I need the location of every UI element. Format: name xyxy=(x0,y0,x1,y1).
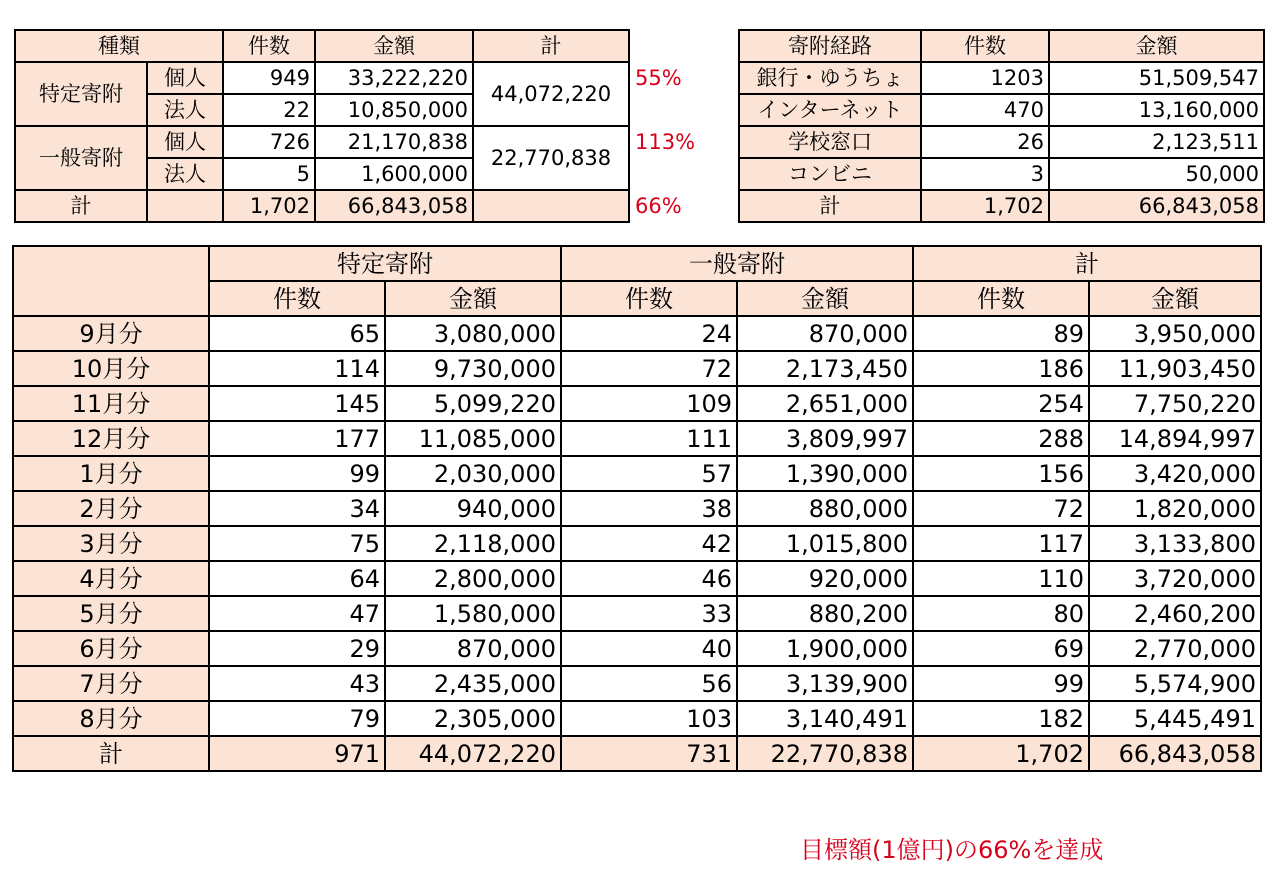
total-amount: 14,894,997 xyxy=(1089,421,1261,456)
route-name: 銀行・ゆうちょ xyxy=(739,62,921,94)
total-count: 69 xyxy=(913,631,1089,666)
specific-amount: 2,800,000 xyxy=(385,561,561,596)
specific-corp-count: 22 xyxy=(223,94,315,126)
general-amount: 1,015,800 xyxy=(737,526,913,561)
total-count: 89 xyxy=(913,316,1089,351)
route-header-row xyxy=(739,30,1264,62)
total-percentage: 66% xyxy=(635,194,682,218)
group-specific: 特定寄附 xyxy=(209,246,561,281)
specific-amount: 5,099,220 xyxy=(385,386,561,421)
donation-type-summary-table xyxy=(14,29,630,223)
total-amount: 2,770,000 xyxy=(1089,631,1261,666)
total-amount: 7,750,220 xyxy=(1089,386,1261,421)
sub-amount: 金額 xyxy=(385,281,561,316)
specific-count: 75 xyxy=(209,526,385,561)
empty-cell xyxy=(473,190,629,222)
specific-amount: 1,580,000 xyxy=(385,596,561,631)
corner-cell xyxy=(13,246,209,316)
route-total-amount: 66,843,058 xyxy=(1049,190,1264,222)
month-label: 12月分 xyxy=(13,421,209,456)
route-total-row xyxy=(739,190,1264,222)
header-type: 種類 xyxy=(15,30,223,62)
corp-label: 法人 xyxy=(147,158,223,190)
general-count: 731 xyxy=(561,736,737,771)
total-count: 99 xyxy=(913,666,1089,701)
general-corp-amount: 1,600,000 xyxy=(315,158,473,190)
specific-amount: 44,072,220 xyxy=(385,736,561,771)
header-amount: 金額 xyxy=(1049,30,1264,62)
specific-count: 65 xyxy=(209,316,385,351)
total-count: 156 xyxy=(913,456,1089,491)
total-amount: 66,843,058 xyxy=(315,190,473,222)
general-count: 46 xyxy=(561,561,737,596)
group-general: 一般寄附 xyxy=(561,246,913,281)
general-percentage: 113% xyxy=(635,130,696,154)
total-count: 182 xyxy=(913,701,1089,736)
general-amount: 880,200 xyxy=(737,596,913,631)
monthly-donation-table xyxy=(12,245,1262,772)
header-total: 計 xyxy=(473,30,629,62)
route-amount: 51,509,547 xyxy=(1049,62,1264,94)
summary-header-row xyxy=(15,30,629,62)
route-amount: 2,123,511 xyxy=(1049,126,1264,158)
route-name: コンビニ xyxy=(739,158,921,190)
monthly-row xyxy=(13,561,1261,596)
total-amount: 1,820,000 xyxy=(1089,491,1261,526)
general-amount: 870,000 xyxy=(737,316,913,351)
header-amount: 金額 xyxy=(315,30,473,62)
general-individual-count: 726 xyxy=(223,126,315,158)
total-count: 254 xyxy=(913,386,1089,421)
route-row xyxy=(739,158,1264,190)
month-label: 1月分 xyxy=(13,456,209,491)
general-individual-amount: 21,170,838 xyxy=(315,126,473,158)
specific-corp-amount: 10,850,000 xyxy=(315,94,473,126)
general-amount: 2,651,000 xyxy=(737,386,913,421)
general-amount: 2,173,450 xyxy=(737,351,913,386)
specific-count: 34 xyxy=(209,491,385,526)
specific-amount: 940,000 xyxy=(385,491,561,526)
sub-count: 件数 xyxy=(561,281,737,316)
sub-count: 件数 xyxy=(209,281,385,316)
specific-amount: 2,030,000 xyxy=(385,456,561,491)
general-count: 33 xyxy=(561,596,737,631)
monthly-total-row xyxy=(13,736,1261,771)
route-row xyxy=(739,94,1264,126)
specific-subtotal: 44,072,220 xyxy=(473,62,629,126)
general-amount: 22,770,838 xyxy=(737,736,913,771)
month-label: 10月分 xyxy=(13,351,209,386)
individual-label: 個人 xyxy=(147,126,223,158)
specific-amount: 2,435,000 xyxy=(385,666,561,701)
general-count: 42 xyxy=(561,526,737,561)
general-count: 103 xyxy=(561,701,737,736)
monthly-row xyxy=(13,351,1261,386)
header-count: 件数 xyxy=(921,30,1049,62)
specific-count: 29 xyxy=(209,631,385,666)
monthly-total-label: 計 xyxy=(13,736,209,771)
total-amount: 3,950,000 xyxy=(1089,316,1261,351)
total-amount: 5,445,491 xyxy=(1089,701,1261,736)
specific-amount: 2,305,000 xyxy=(385,701,561,736)
total-count: 117 xyxy=(913,526,1089,561)
donation-route-table xyxy=(738,29,1265,223)
corp-label: 法人 xyxy=(147,94,223,126)
month-label: 4月分 xyxy=(13,561,209,596)
general-amount: 880,000 xyxy=(737,491,913,526)
total-amount: 5,574,900 xyxy=(1089,666,1261,701)
route-count: 26 xyxy=(921,126,1049,158)
general-count: 38 xyxy=(561,491,737,526)
general-count: 56 xyxy=(561,666,737,701)
specific-individual-amount: 33,222,220 xyxy=(315,62,473,94)
total-count: 186 xyxy=(913,351,1089,386)
specific-count: 177 xyxy=(209,421,385,456)
general-amount: 920,000 xyxy=(737,561,913,596)
specific-count: 43 xyxy=(209,666,385,701)
monthly-row xyxy=(13,631,1261,666)
general-count: 72 xyxy=(561,351,737,386)
total-amount: 66,843,058 xyxy=(1089,736,1261,771)
total-label: 計 xyxy=(15,190,147,222)
header-route: 寄附経路 xyxy=(739,30,921,62)
group-total: 計 xyxy=(913,246,1261,281)
month-label: 3月分 xyxy=(13,526,209,561)
general-count: 40 xyxy=(561,631,737,666)
total-amount: 11,903,450 xyxy=(1089,351,1261,386)
individual-label: 個人 xyxy=(147,62,223,94)
total-count: 110 xyxy=(913,561,1089,596)
total-count: 288 xyxy=(913,421,1089,456)
specific-amount: 3,080,000 xyxy=(385,316,561,351)
total-amount: 3,420,000 xyxy=(1089,456,1261,491)
month-label: 8月分 xyxy=(13,701,209,736)
monthly-row xyxy=(13,491,1261,526)
monthly-row xyxy=(13,421,1261,456)
specific-count: 114 xyxy=(209,351,385,386)
route-total-label: 計 xyxy=(739,190,921,222)
general-amount: 3,139,900 xyxy=(737,666,913,701)
route-row xyxy=(739,62,1264,94)
total-amount: 2,460,200 xyxy=(1089,596,1261,631)
specific-individual-count: 949 xyxy=(223,62,315,94)
route-count: 1203 xyxy=(921,62,1049,94)
specific-count: 145 xyxy=(209,386,385,421)
specific-amount: 11,085,000 xyxy=(385,421,561,456)
specific-count: 79 xyxy=(209,701,385,736)
total-count: 80 xyxy=(913,596,1089,631)
monthly-row xyxy=(13,386,1261,421)
specific-amount: 2,118,000 xyxy=(385,526,561,561)
month-label: 6月分 xyxy=(13,631,209,666)
route-name: インターネット xyxy=(739,94,921,126)
total-count: 1,702 xyxy=(223,190,315,222)
specific-count: 99 xyxy=(209,456,385,491)
monthly-row xyxy=(13,456,1261,491)
monthly-group-header-row xyxy=(13,246,1261,281)
specific-percentage: 55% xyxy=(635,66,682,90)
specific-count: 64 xyxy=(209,561,385,596)
summary-row xyxy=(15,62,629,94)
monthly-row xyxy=(13,701,1261,736)
specific-count: 971 xyxy=(209,736,385,771)
total-amount: 3,720,000 xyxy=(1089,561,1261,596)
total-amount: 3,133,800 xyxy=(1089,526,1261,561)
specific-amount: 9,730,000 xyxy=(385,351,561,386)
month-label: 5月分 xyxy=(13,596,209,631)
route-count: 470 xyxy=(921,94,1049,126)
monthly-row xyxy=(13,596,1261,631)
total-count: 1,702 xyxy=(913,736,1089,771)
general-amount: 3,140,491 xyxy=(737,701,913,736)
general-donation-label: 一般寄附 xyxy=(15,126,147,190)
goal-achievement-note: 目標額(1億円)の66%を達成 xyxy=(800,836,1104,864)
general-count: 57 xyxy=(561,456,737,491)
route-name: 学校窓口 xyxy=(739,126,921,158)
empty-cell xyxy=(147,190,223,222)
month-label: 2月分 xyxy=(13,491,209,526)
monthly-row xyxy=(13,316,1261,351)
route-amount: 50,000 xyxy=(1049,158,1264,190)
month-label: 7月分 xyxy=(13,666,209,701)
sub-amount: 金額 xyxy=(737,281,913,316)
general-corp-count: 5 xyxy=(223,158,315,190)
general-amount: 1,390,000 xyxy=(737,456,913,491)
general-count: 109 xyxy=(561,386,737,421)
summary-total-row xyxy=(15,190,629,222)
monthly-row xyxy=(13,666,1261,701)
month-label: 9月分 xyxy=(13,316,209,351)
general-subtotal: 22,770,838 xyxy=(473,126,629,190)
specific-count: 47 xyxy=(209,596,385,631)
summary-row xyxy=(15,126,629,158)
specific-amount: 870,000 xyxy=(385,631,561,666)
monthly-row xyxy=(13,526,1261,561)
specific-donation-label: 特定寄附 xyxy=(15,62,147,126)
route-amount: 13,160,000 xyxy=(1049,94,1264,126)
general-count: 24 xyxy=(561,316,737,351)
general-amount: 3,809,997 xyxy=(737,421,913,456)
route-row xyxy=(739,126,1264,158)
general-amount: 1,900,000 xyxy=(737,631,913,666)
route-total-count: 1,702 xyxy=(921,190,1049,222)
sub-amount: 金額 xyxy=(1089,281,1261,316)
route-count: 3 xyxy=(921,158,1049,190)
total-count: 72 xyxy=(913,491,1089,526)
monthly-body xyxy=(13,316,1261,771)
month-label: 11月分 xyxy=(13,386,209,421)
header-count: 件数 xyxy=(223,30,315,62)
sub-count: 件数 xyxy=(913,281,1089,316)
general-count: 111 xyxy=(561,421,737,456)
